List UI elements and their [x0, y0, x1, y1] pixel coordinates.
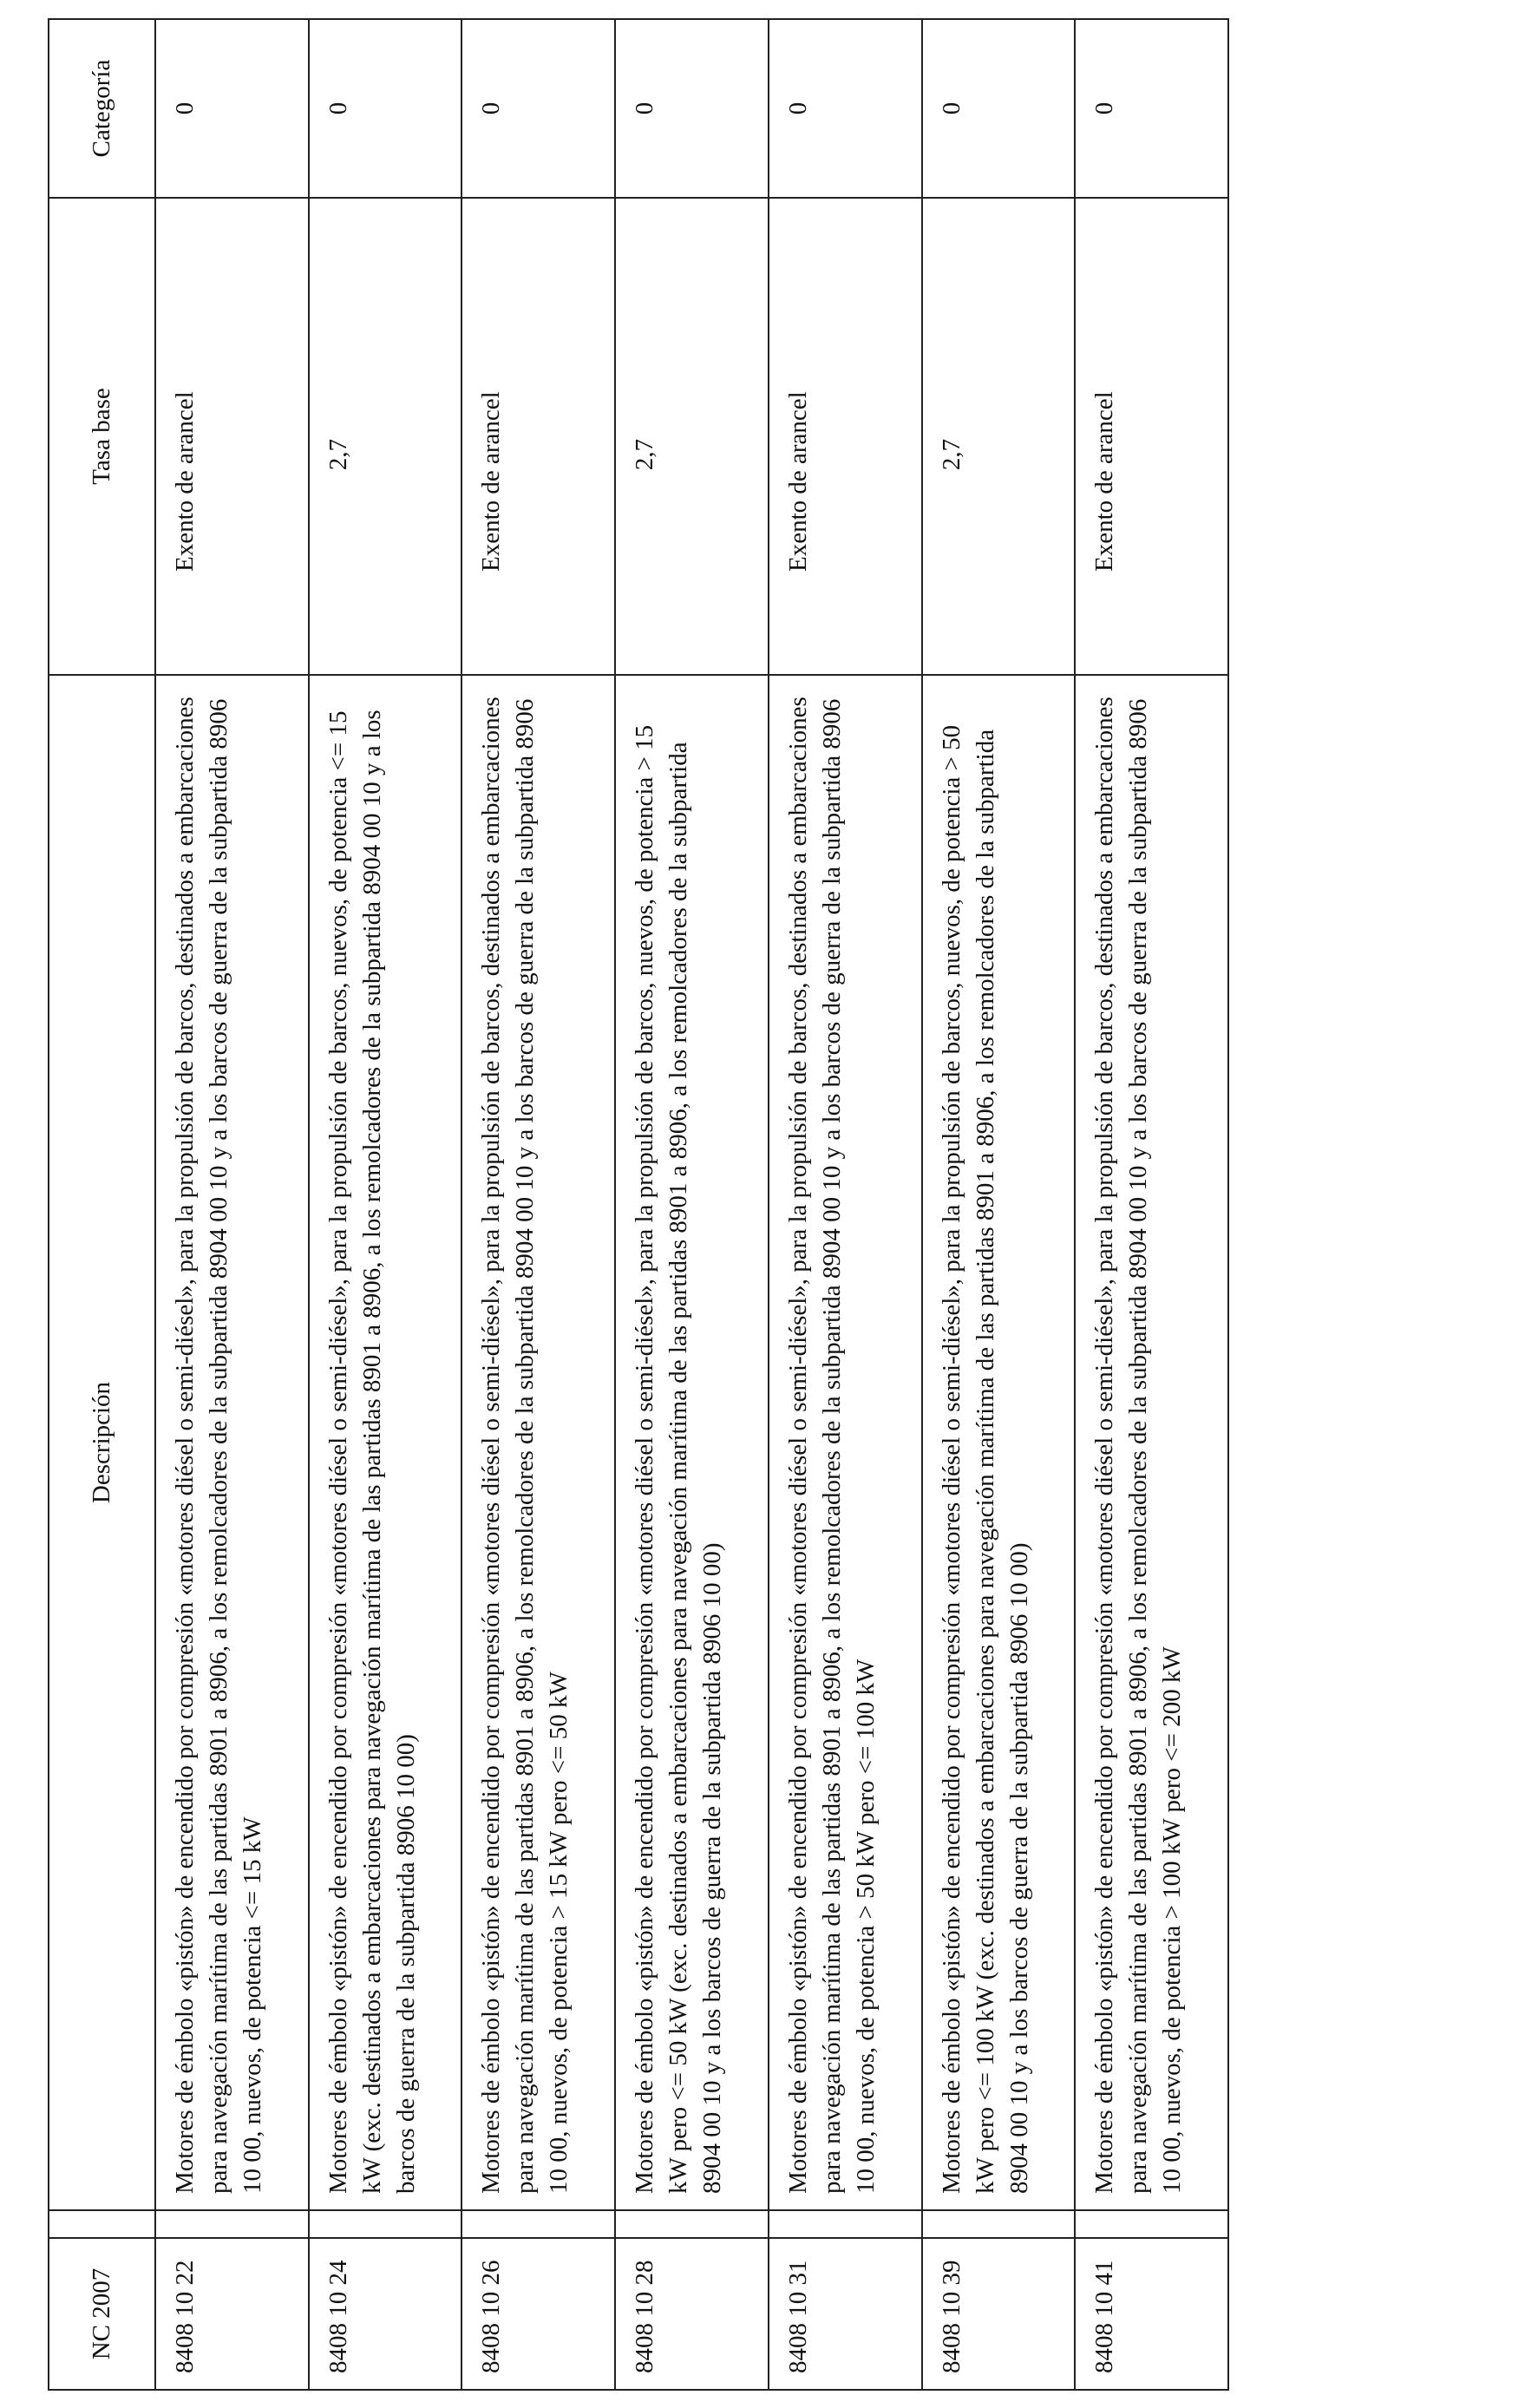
cell-category: 0	[922, 19, 1076, 198]
cell-description: Motores de émbolo «pistón» de encendido por compresión «motores diésel o semi-diésel», para la propulsión de barcos, destinados a embarcaciones para navegación marítima de las partidas 8901 a 8906, a los remolcadores de la subpartida 8904 00 10 y a los barcos de guerra de la subpartida 8906 10 00, nuevos, de potencia > 100 kW pero <= 200 kW	[1075, 675, 1228, 2210]
cell-base-rate: Exento de arancel	[1075, 198, 1228, 675]
header-spacer	[49, 2210, 155, 2238]
table-row	[461, 19, 615, 2390]
cell-code: 8408 10 22	[155, 2238, 309, 2390]
header-description: Descripción	[49, 675, 155, 2210]
cell-description: Motores de émbolo «pistón» de encendido por compresión «motores diésel o semi-diésel», para la propulsión de barcos, nuevos, de potencia > 50 kW pero <= 100 kW (exc. destinados a embarcaciones para navegación marítima de las partidas 8901 a 8906, a los remolcadores de la subpartida 8904 00 10 y a los barcos de guerra de la subpartida 8906 10 00)	[922, 675, 1076, 2210]
table-header-row	[49, 19, 155, 2390]
cell-base-rate: Exento de arancel	[461, 198, 615, 675]
header-category: Categoría	[49, 19, 155, 198]
cell-category: 0	[615, 19, 769, 198]
cell-spacer	[155, 2210, 309, 2238]
cell-spacer	[769, 2210, 922, 2238]
cell-category: 0	[309, 19, 462, 198]
cell-base-rate: Exento de arancel	[155, 198, 309, 675]
cell-code: 8408 10 31	[769, 2238, 922, 2390]
table-row	[155, 19, 309, 2390]
cell-code: 8408 10 28	[615, 2238, 769, 2390]
cell-spacer	[461, 2210, 615, 2238]
table-row	[309, 19, 462, 2390]
table-row	[1075, 19, 1228, 2390]
cell-description: Motores de émbolo «pistón» de encendido por compresión «motores diésel o semi-diésel», para la propulsión de barcos, nuevos, de potencia <= 15 kW (exc. destinados a embarcaciones para navegación marítima de las partidas 8901 a 8906, a los remolcadores de la subpartida 8904 00 10 y a los barcos de guerra de la subpartida 8906 10 00)	[309, 675, 462, 2210]
cell-description: Motores de émbolo «pistón» de encendido por compresión «motores diésel o semi-diésel», para la propulsión de barcos, destinados a embarcaciones para navegación marítima de las partidas 8901 a 8906, a los remolcadores de la subpartida 8904 00 10 y a los barcos de guerra de la subpartida 8906 10 00, nuevos, de potencia > 50 kW pero <= 100 kW	[769, 675, 922, 2210]
cell-code: 8408 10 39	[922, 2238, 1076, 2390]
cell-category: 0	[769, 19, 922, 198]
cell-spacer	[1075, 2210, 1228, 2238]
cell-code: 8408 10 24	[309, 2238, 462, 2390]
cell-description: Motores de émbolo «pistón» de encendido por compresión «motores diésel o semi-diésel», para la propulsión de barcos, nuevos, de potencia > 15 kW pero <= 50 kW (exc. destinados a embarcaciones para navegación marítima de las partidas 8901 a 8906, a los remolcadores de la subpartida 8904 00 10 y a los barcos de guerra de la subpartida 8906 10 00)	[615, 675, 769, 2210]
cell-category: 0	[461, 19, 615, 198]
cell-base-rate: 2,7	[309, 198, 462, 675]
table-row	[922, 19, 1076, 2390]
header-nc-2007: NC 2007	[49, 2238, 155, 2390]
cell-description: Motores de émbolo «pistón» de encendido por compresión «motores diésel o semi-diésel», para la propulsión de barcos, destinados a embarcaciones para navegación marítima de las partidas 8901 a 8906, a los remolcadores de la subpartida 8904 00 10 y a los barcos de guerra de la subpartida 8906 10 00, nuevos, de potencia <= 15 kW	[155, 675, 309, 2210]
cell-code: 8408 10 26	[461, 2238, 615, 2390]
cell-base-rate: 2,7	[922, 198, 1076, 675]
cell-description: Motores de émbolo «pistón» de encendido por compresión «motores diésel o semi-diésel», para la propulsión de barcos, destinados a embarcaciones para navegación marítima de las partidas 8901 a 8906, a los remolcadores de la subpartida 8904 00 10 y a los barcos de guerra de la subpartida 8906 10 00, nuevos, de potencia > 15 kW pero <= 50 kW	[461, 675, 615, 2210]
rotated-page	[48, 20, 1229, 2391]
cell-spacer	[309, 2210, 462, 2238]
tariff-table	[48, 18, 1229, 2391]
header-base-rate: Tasa base	[49, 198, 155, 675]
cell-spacer	[922, 2210, 1076, 2238]
cell-spacer	[615, 2210, 769, 2238]
table-row	[615, 19, 769, 2390]
cell-category: 0	[1075, 19, 1228, 198]
table-row	[769, 19, 922, 2390]
cell-base-rate: 2,7	[615, 198, 769, 675]
cell-base-rate: Exento de arancel	[769, 198, 922, 675]
cell-code: 8408 10 41	[1075, 2238, 1228, 2390]
cell-category: 0	[155, 19, 309, 198]
